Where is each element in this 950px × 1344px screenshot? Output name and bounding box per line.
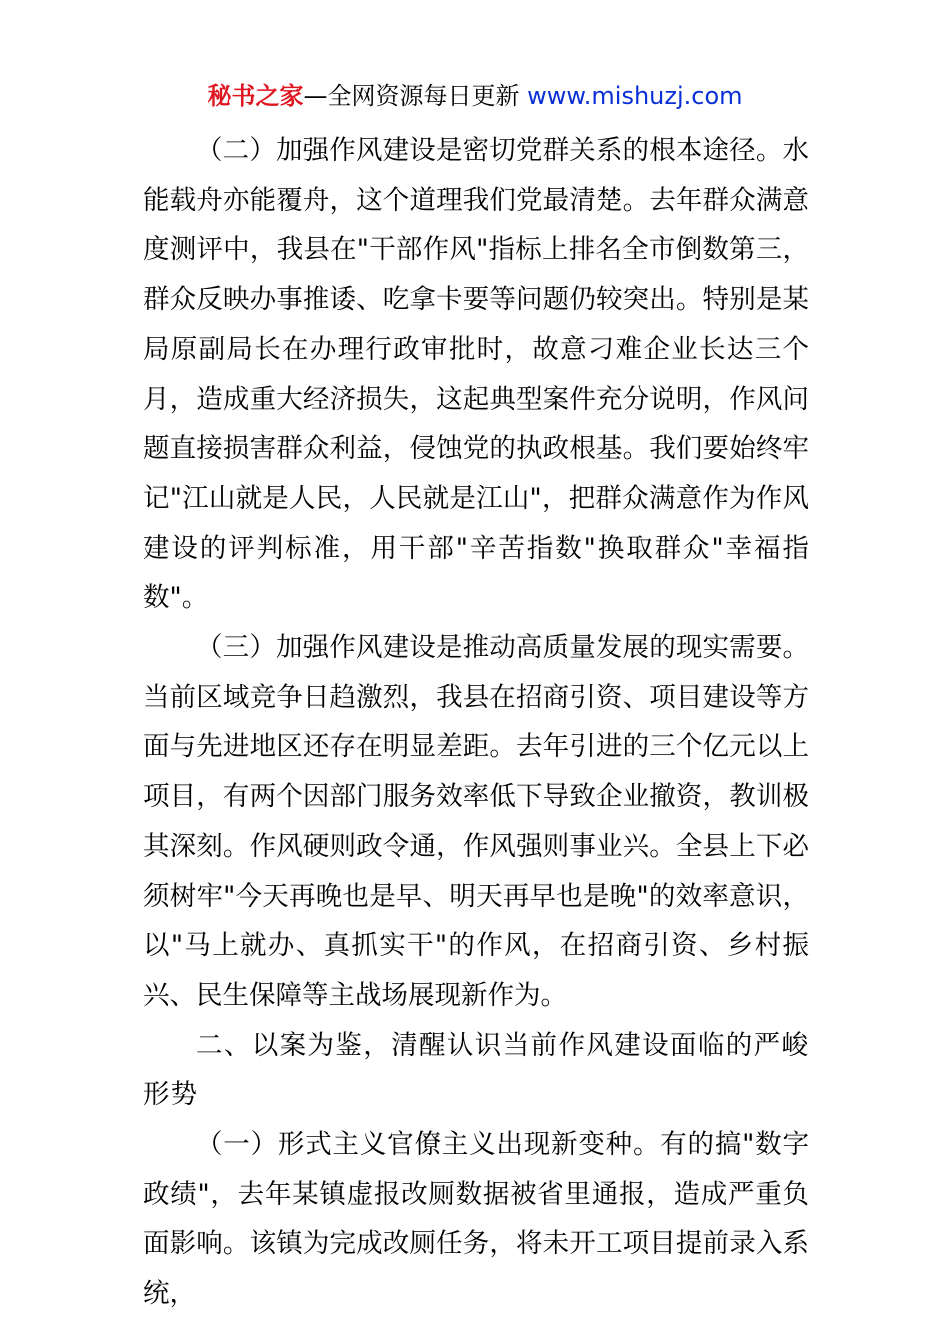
document-body	[143, 126, 809, 1319]
paragraph-high-quality-development: （三）加强作风建设是推动高质量发展的现实需要。当前区域竞争日趋激烈，我县在招商引资、项目建设等方面与先进地区还存在明显差距。去年引进的三个亿元以上项目，有两个因部门服务效率低下导致企业撤资，教训极其深刻。作风硬则政令通，作风强则事业兴。全县上下必须树牢"今天再晚也是早、明天再早也是晚"的效率意识，以"马上就办、真抓实干"的作风，在招商引资、乡村振兴、民生保障等主战场展现新作为。	[143, 632, 809, 1011]
paragraph-formalism: （一）形式主义官僚主义出现新变种。有的搞"数字政绩"，去年某镇虚报改厕数据被省里通报，造成严重负面影响。该镇为完成改厕任务，将未开工项目提前录入系统，	[143, 1129, 809, 1310]
page-header	[0, 80, 950, 112]
header-brand: 秘书之家	[207, 82, 304, 110]
header-tagline: —全网资源每日更新	[303, 82, 528, 110]
paragraph-party-relations: （二）加强作风建设是密切党群关系的根本途径。水能载舟亦能覆舟，这个道理我们党最清楚。去年群众满意度测评中，我县在"干部作风"指标上排名全市倒数第三，群众反映办事推诿、吃拿卡要等问题仍较突出。特别是某局原副局长在办理行政审批时，故意刁难企业长达三个月，造成重大经济损失，这起典型案件充分说明，作风问题直接损害群众利益，侵蚀党的执政根基。我们要始终牢记"江山就是人民，人民就是江山"，把群众满意作为作风建设的评判标准，用干部"辛苦指数"换取群众"幸福指数"。	[143, 135, 809, 614]
section-heading-two: 二、以案为鉴，清醒认识当前作风建设面临的严峻形势	[143, 1029, 809, 1111]
header-url[interactable]: www.mishuzj.com	[527, 82, 743, 110]
